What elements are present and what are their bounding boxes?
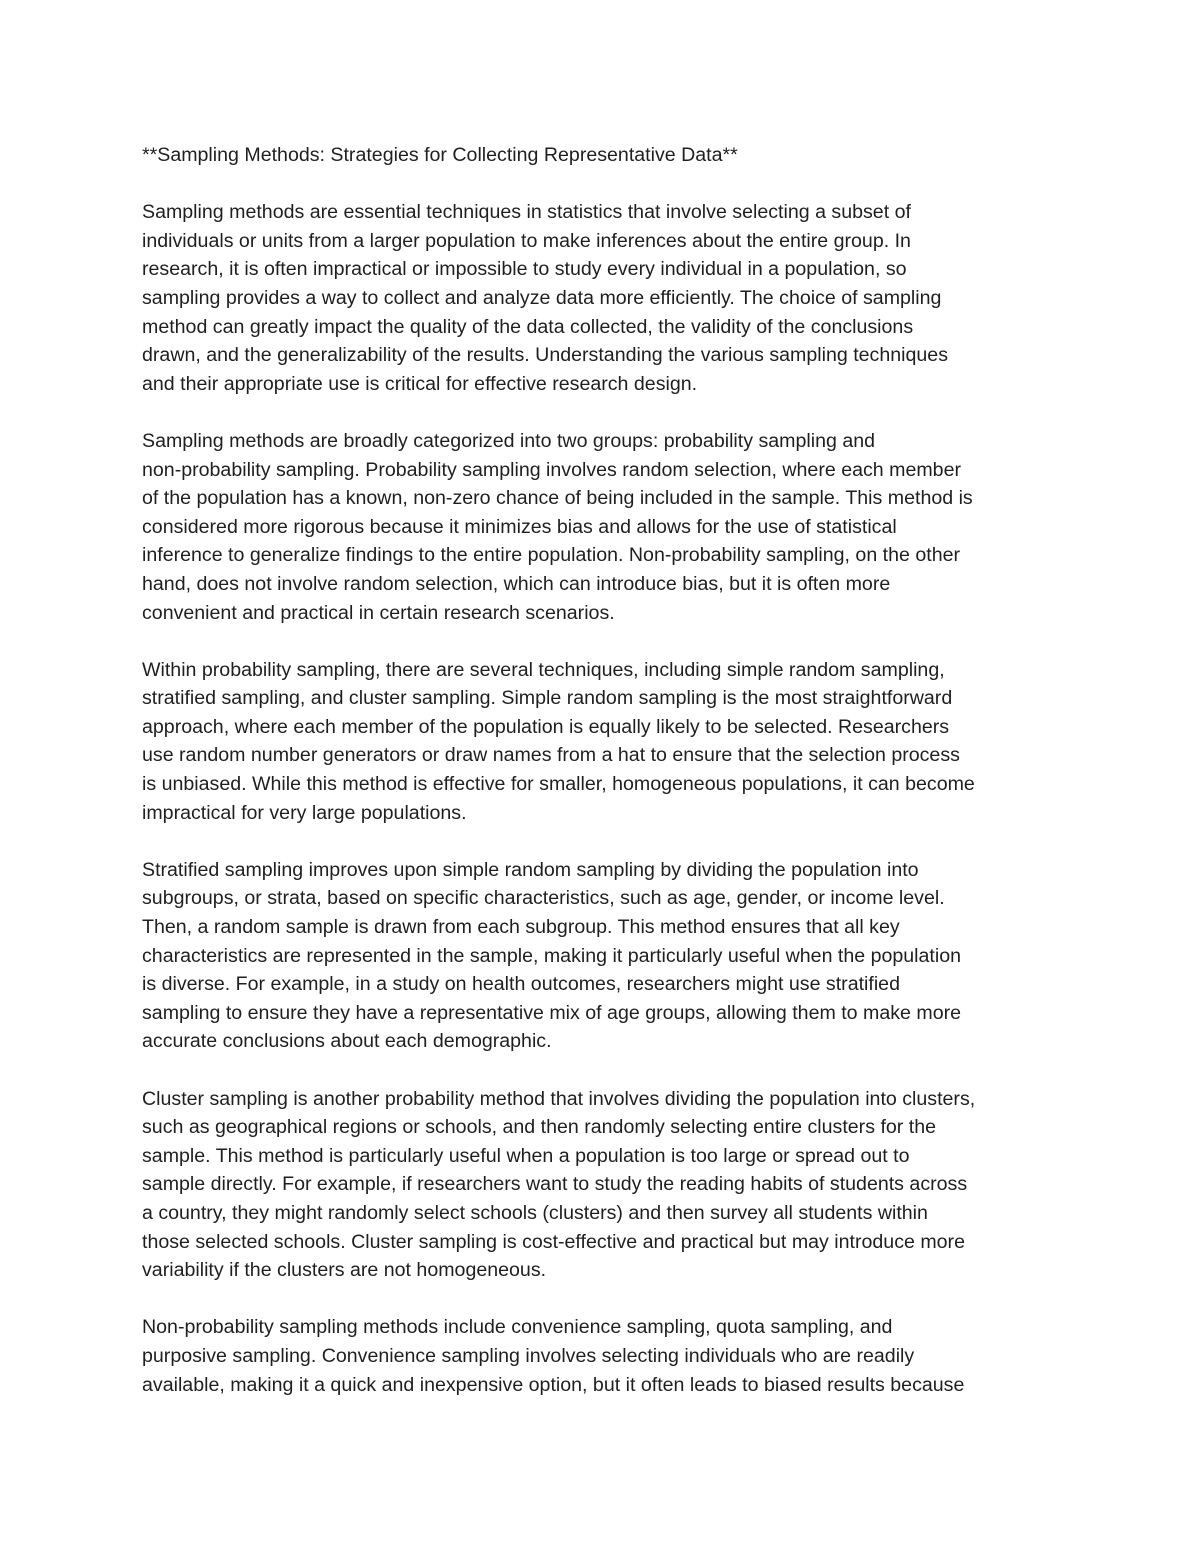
text-line: non-probability sampling. Probability sampling involves random selection, where each member: [142, 458, 961, 481]
text-line: inference to generalize findings to the entire population. Non-probability sampling, on the other: [142, 544, 961, 567]
text-line: sampling to ensure they have a representative mix of age groups, allowing them to make more: [142, 1001, 962, 1024]
text-line: sampling provides a way to collect and analyze data more efficiently. The choice of sampling: [142, 286, 942, 309]
text-line: is diverse. For example, in a study on health outcomes, researchers might use stratified: [142, 973, 900, 996]
text-line: subgroups, or strata, based on specific characteristics, such as age, gender, or income level.: [142, 887, 945, 910]
text-line: drawn, and the generalizability of the results. Understanding the various sampling techniques: [142, 344, 948, 367]
text-line: approach, where each member of the population is equally likely to be selected. Researchers: [142, 715, 950, 738]
text-line: variability if the clusters are not homogeneous.: [142, 1259, 547, 1282]
text-line: hand, does not involve random selection, which can introduce bias, but it is often more: [142, 572, 891, 595]
text-line: such as geographical regions or schools, and then randomly selecting entire clusters for the: [142, 1116, 936, 1139]
paragraph-probability-techniques: [142, 656, 1067, 828]
text-line: Within probability sampling, there are several techniques, including simple random sampling,: [142, 658, 945, 681]
text-line: research, it is often impractical or impossible to study every individual in a population, so: [142, 258, 907, 281]
text-line: a country, they might randomly select schools (clusters) and then survey all students within: [142, 1201, 928, 1224]
text-line: individuals or units from a larger population to make inferences about the entire group. In: [142, 229, 911, 252]
document-title: **Sampling Methods: Strategies for Collecting Representative Data**: [142, 144, 738, 166]
text-line: sample directly. For example, if researchers want to study the reading habits of students across: [142, 1173, 968, 1196]
text-line: method can greatly impact the quality of the data collected, the validity of the conclusions: [142, 315, 914, 338]
paragraph-intro: [142, 198, 1067, 398]
text-line: use random number generators or draw names from a hat to ensure that the selection process: [142, 744, 960, 767]
text-line: characteristics are represented in the sample, making it particularly useful when the population: [142, 944, 962, 967]
text-line: Sampling methods are broadly categorized into two groups: probability sampling and: [142, 429, 876, 452]
text-line: considered more rigorous because it minimizes bias and allows for the use of statistical: [142, 515, 897, 538]
text-line: impractical for very large populations.: [142, 801, 467, 824]
text-line: and their appropriate use is critical for effective research design.: [142, 372, 698, 395]
document-body: [142, 141, 1067, 1428]
paragraph-cluster: [142, 1085, 1067, 1285]
text-line: Then, a random sample is drawn from each subgroup. This method ensures that all key: [142, 916, 900, 939]
text-line: Cluster sampling is another probability method that involves dividing the population into clusters,: [142, 1087, 976, 1110]
text-line: available, making it a quick and inexpensive option, but it often leads to biased results because: [142, 1373, 965, 1396]
text-line: Sampling methods are essential techniques in statistics that involve selecting a subset of: [142, 201, 911, 224]
text-line: Non-probability sampling methods include convenience sampling, quota sampling, and: [142, 1316, 893, 1339]
text-line: is unbiased. While this method is effective for smaller, homogeneous populations, it can become: [142, 773, 975, 796]
text-line: of the population has a known, non-zero chance of being included in the sample. This method is: [142, 487, 973, 510]
text-line: accurate conclusions about each demographic.: [142, 1030, 552, 1053]
text-line: stratified sampling, and cluster sampling. Simple random sampling is the most straightforward: [142, 687, 953, 710]
text-line: purposive sampling. Convenience sampling involves selecting individuals who are readily: [142, 1344, 915, 1367]
paragraph-non-probability: [142, 1313, 1067, 1399]
paragraph-stratified: [142, 856, 1067, 1056]
paragraph-categories: [142, 427, 1067, 627]
text-line: sample. This method is particularly useful when a population is too large or spread out to: [142, 1144, 910, 1167]
text-line: those selected schools. Cluster sampling is cost-effective and practical but may introduce more: [142, 1230, 965, 1253]
text-line: convenient and practical in certain research scenarios.: [142, 601, 615, 624]
text-line: Stratified sampling improves upon simple random sampling by dividing the population into: [142, 858, 919, 881]
